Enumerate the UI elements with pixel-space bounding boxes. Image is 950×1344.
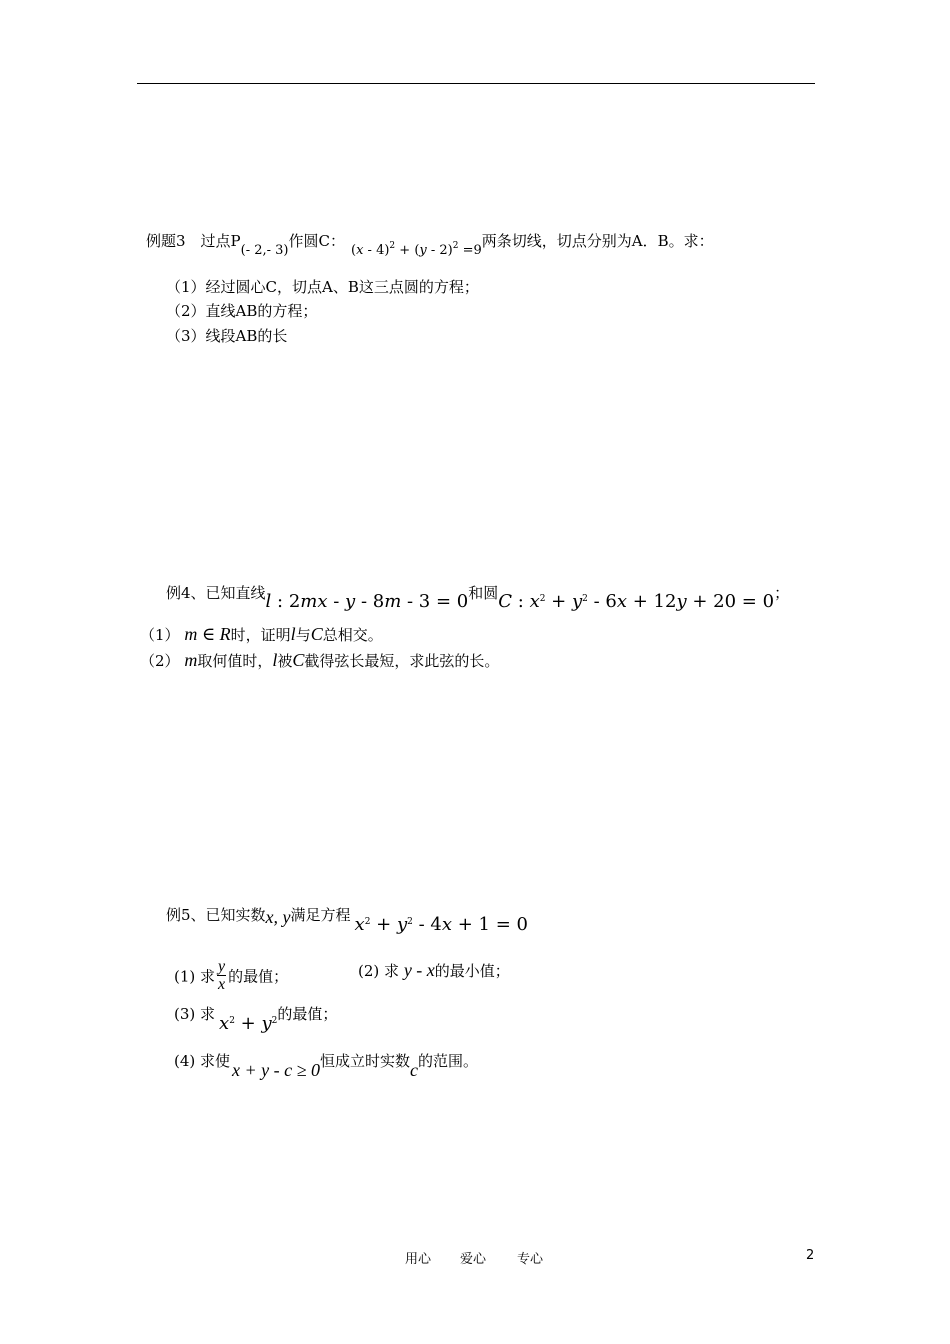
- example4-circle-equation: C : $x^2 + y^2 - 6x + 12y + 20 = 0$: [498, 591, 775, 612]
- example4-q1-with: 与: [295, 626, 311, 644]
- example5-q1-denominator: x: [218, 976, 226, 993]
- example3-intro-b: 作圆C：: [288, 232, 345, 250]
- example5-q2-expression: y - x: [403, 960, 435, 980]
- footer-motto-2: 爱心: [460, 1252, 487, 1267]
- example4-q1-prefix: （1）: [140, 626, 180, 644]
- example5-question-1: [174, 960, 288, 995]
- example4-intro-a: 例4、已知直线: [166, 584, 266, 602]
- example5-q1-fraction: [217, 958, 226, 993]
- example5-q1-end: 的最值；: [228, 967, 289, 986]
- example3-point: (- 2,- 3): [240, 243, 289, 258]
- example4-q2-prefix: （2）: [140, 652, 180, 670]
- example3-question-2: （2）直线AB的方程；: [166, 302, 318, 320]
- example5-question-4: [174, 1050, 479, 1080]
- page-number: 2: [806, 1248, 815, 1263]
- header-rule: [137, 83, 815, 84]
- example5-q3-expression: $x^2 + y^2$: [219, 1013, 278, 1034]
- example5-q3-end: 的最值；: [277, 1005, 338, 1023]
- example4-q2-by: 被: [277, 652, 293, 670]
- example4-q1-mid: 时，证明: [230, 626, 291, 644]
- example3-circle-equation: (x - 4)$^2$ + (y - 2)$^2$ =9: [351, 241, 482, 258]
- example5-q2-end: 的最小值；: [434, 962, 510, 980]
- example3-question-3: （3）线段AB的长: [166, 327, 288, 345]
- example5-vars: x, y: [265, 907, 291, 927]
- example3-statement: [146, 228, 714, 258]
- example4-q1-end: 总相交。: [322, 626, 383, 644]
- example5-q4-prefix: (4) 求使: [174, 1052, 231, 1070]
- example4-q2-end: 截得弦长最短，求此弦的长。: [304, 652, 500, 670]
- example4-q2-line-symbol: l: [272, 650, 278, 670]
- example5-intro-a: 例5、已知实数: [166, 906, 266, 924]
- example5-q4-expression: x + y - c ≥ 0: [232, 1060, 321, 1080]
- example4-q1-line-symbol: l: [290, 624, 296, 644]
- example4-question-1: [140, 624, 383, 645]
- example4-q2-mid: 取何值时，: [197, 652, 273, 670]
- footer-motto-1: 用心: [405, 1252, 432, 1267]
- example5-q4-end: 的范围。: [418, 1052, 479, 1070]
- example4-q2-m: m: [184, 650, 198, 670]
- example5-q4-mid: 恒成立时实数: [320, 1052, 411, 1070]
- example5-q1-prefix: (1) 求: [174, 967, 216, 986]
- example4-q1-condition: m ∈ R: [184, 624, 231, 644]
- example4-intro-b: 和圆: [468, 584, 499, 602]
- example4-intro-c: ；: [774, 584, 790, 602]
- example4-question-2: [140, 650, 499, 671]
- example5-q4-c: c: [410, 1060, 419, 1080]
- example4-q2-circle-symbol: C: [292, 650, 305, 670]
- example5-equation: $x^2 + y^2 - 4x + 1 = 0$: [354, 914, 528, 935]
- example3-intro-a: 例题3 过点P: [146, 232, 241, 250]
- example4-statement: [166, 580, 790, 612]
- example3-question-1: （1）经过圆心C，切点A、B这三点圆的方程；: [166, 278, 479, 296]
- example5-q3-prefix: (3) 求: [174, 1005, 216, 1023]
- example5-statement: [166, 902, 528, 935]
- example5-question-3: [174, 1001, 338, 1034]
- example5-q1-numerator: y: [218, 958, 226, 975]
- example4-q1-circle-symbol: C: [310, 624, 323, 644]
- footer-motto-3: 专心: [517, 1252, 544, 1267]
- example3-intro-c: 两条切线，切点分别为A．B。求：: [481, 232, 714, 250]
- example5-q2-prefix: (2) 求: [358, 962, 400, 980]
- example5-intro-b: 满足方程: [290, 906, 351, 924]
- example4-line-equation: l : 2mx - y - 8m - 3 = 0: [265, 591, 469, 612]
- example5-question-2: [358, 960, 510, 981]
